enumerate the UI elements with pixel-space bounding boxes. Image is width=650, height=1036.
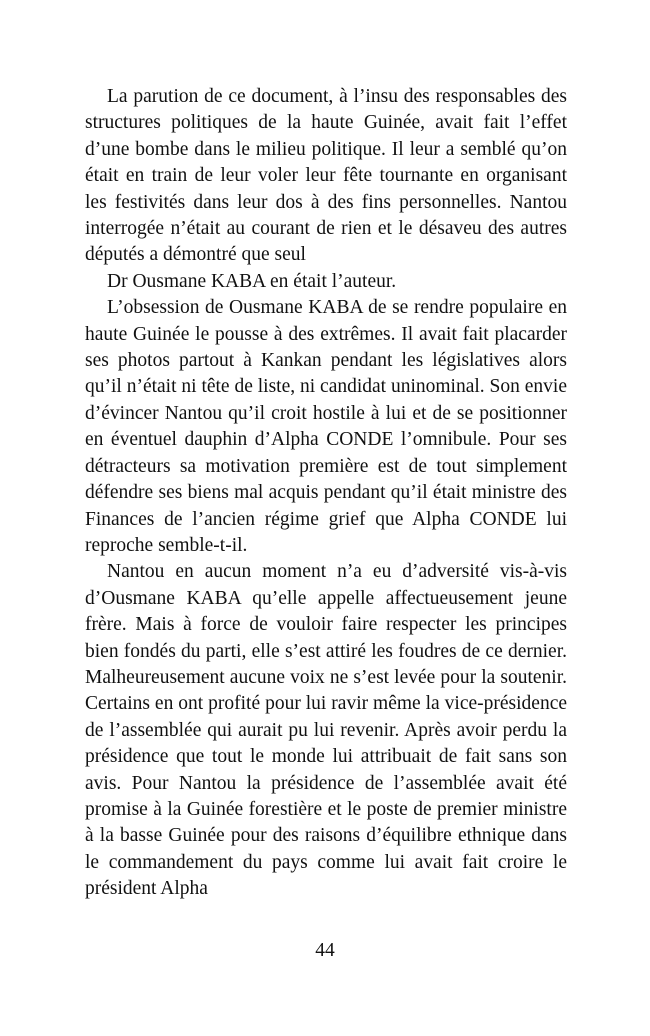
paragraph-parution-document: La parution de ce document, à l’insu des responsables des structures politiques de la haute Guinée, avait fait l’effet d’une bombe dans le milieu politique. Il leur a semblé qu’on était en train de leur voler leur fête tournante en organisant les festivités dans leur dos à des fins personnelles. Nantou interrogée n’était au courant de rien et le désaveu des autres députés a démontré que seul	[85, 86, 567, 266]
page-number: 44	[315, 940, 335, 961]
paragraph-obsession-kaba: L’obsession de Ousmane KABA de se rendre populaire en haute Guinée le pousse à des extrêmes. Il avait fait placarder ses photos partout à Kankan pendant les législatives alors qu’il n’était ni tête de liste, ni candidat uninominal. Son envie d’évincer Nantou qu’il croit hostile à lui et de se positionner en éventuel dauphin d’Alpha CONDE l’omnibule. Pour ses détracteurs sa motivation première est de tout simplement défendre ses biens mal acquis pendant qu’il était ministre des Finances de l’ancien régime grief que Alpha CONDE lui reproche semble-t-il.	[85, 297, 567, 556]
page-body-text	[85, 84, 567, 903]
paragraph-dr-ousmane-kaba: Dr Ousmane KABA en était l’auteur.	[107, 270, 397, 292]
paragraph-nantou-adversite: Nantou en aucun moment n’a eu d’adversité vis-à-vis d’Ousmane KABA qu’elle appelle affectueusement jeune frère. Mais à force de vouloir faire respecter les principes bien fondés du parti, elle s’est attiré les foudres de ce dernier. Malheureusement aucune voix ne s’est levée pour la soutenir. Certains en ont profité pour lui ravir même la vice-présidence de l’assemblée qui aurait pu lui revenir. Après avoir perdu la présidence que tout le monde lui attribuait de fait sans son avis. Pour Nantou la présidence de l’assemblée avait été promise à la Guinée forestière et le poste de premier ministre à la basse Guinée pour des raisons d’équilibre ethnique dans le commandement du pays comme lui avait fait croire le président Alpha	[85, 561, 567, 900]
